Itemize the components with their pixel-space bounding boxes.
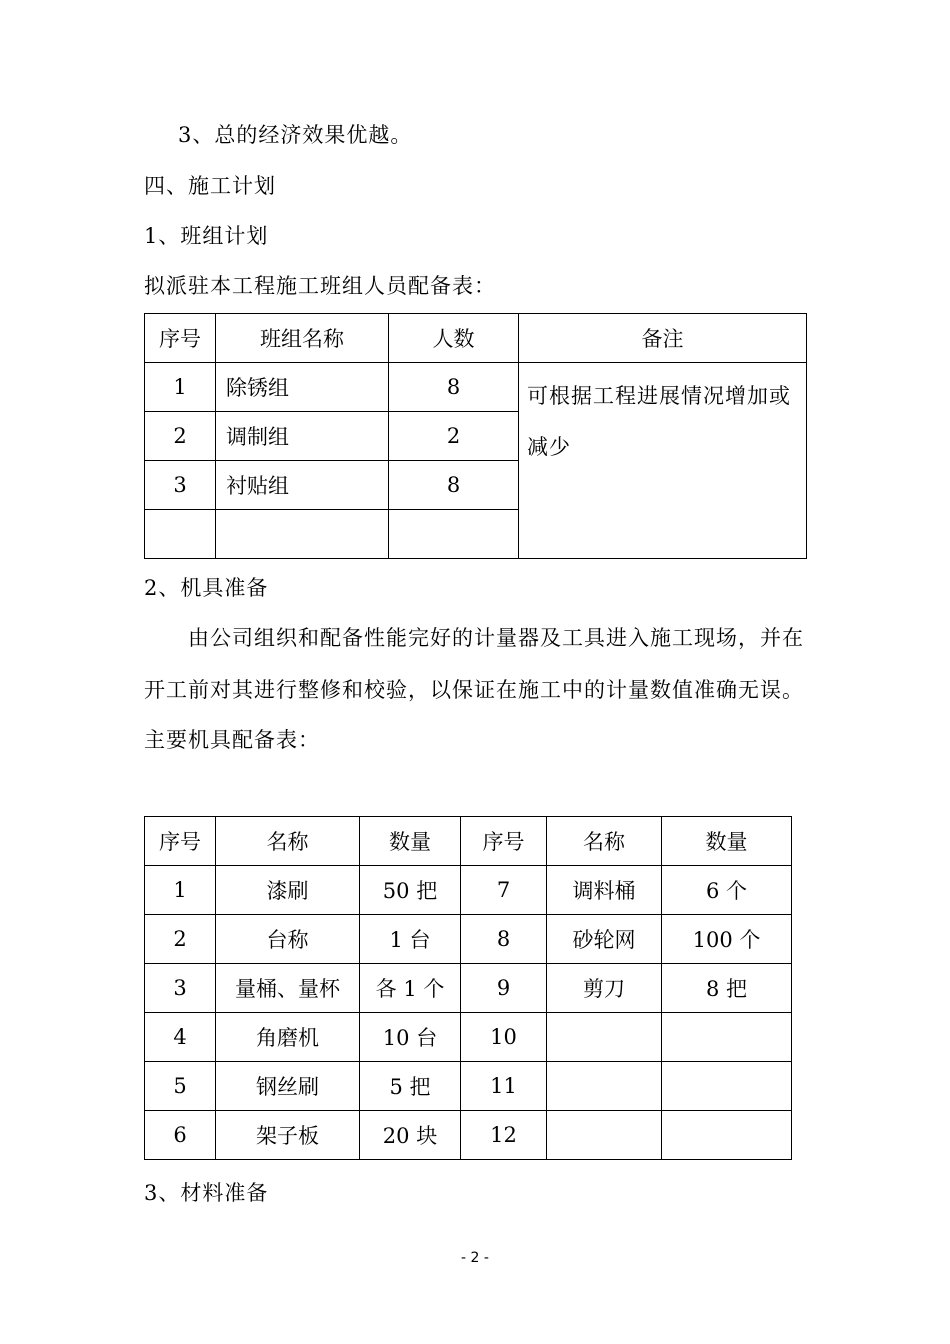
cell-no: 1 (145, 363, 216, 412)
cell-qty: 8 把 (662, 964, 792, 1013)
cell-no: 5 (145, 1062, 216, 1111)
paragraph-tools-line-1: 由公司组织和配备性能完好的计量器及工具进入施工现场，并在 (188, 626, 804, 650)
cell-qty: 10 台 (360, 1013, 461, 1062)
cell-team-name (216, 510, 389, 559)
paragraph-tools-line-2: 开工前对其进行整修和校验，以保证在施工中的计量数值准确无误。 (144, 678, 804, 702)
header-cell: 备注 (519, 314, 807, 363)
table-row (145, 915, 792, 964)
cell-no: 1 (145, 866, 216, 915)
table-row (145, 964, 792, 1013)
cell-name: 调料桶 (547, 866, 662, 915)
header-cell: 序号 (145, 314, 216, 363)
cell-qty: 6 个 (662, 866, 792, 915)
header-cell: 名称 (547, 817, 662, 866)
cell-name (547, 1111, 662, 1160)
cell-no: 6 (145, 1111, 216, 1160)
cell-no: 3 (145, 461, 216, 510)
cell-name (547, 1062, 662, 1111)
table-row (145, 363, 807, 412)
cell-name: 砂轮网 (547, 915, 662, 964)
paragraph-economic-benefit: 3、总的经济效果优越。 (178, 123, 413, 147)
cell-qty (662, 1111, 792, 1160)
section-heading-construction-plan: 四、施工计划 (144, 174, 276, 198)
cell-name: 角磨机 (216, 1013, 360, 1062)
cell-qty: 20 块 (360, 1111, 461, 1160)
subheading-team-plan: 1、班组计划 (144, 224, 269, 248)
header-cell: 序号 (461, 817, 547, 866)
table-row (145, 866, 792, 915)
cell-qty (662, 1062, 792, 1111)
cell-qty: 1 台 (360, 915, 461, 964)
cell-team-name: 除锈组 (216, 363, 389, 412)
cell-no: 8 (461, 915, 547, 964)
header-cell: 数量 (360, 817, 461, 866)
cell-note: 可根据工程进展情况增加或减少 (519, 363, 807, 559)
table-row (145, 1111, 792, 1160)
cell-name: 量桶、量杯 (216, 964, 360, 1013)
cell-no: 3 (145, 964, 216, 1013)
cell-team-name: 衬贴组 (216, 461, 389, 510)
team-table-caption: 拟派驻本工程施工班组人员配备表： (144, 274, 496, 298)
cell-no (145, 510, 216, 559)
cell-name: 钢丝刷 (216, 1062, 360, 1111)
cell-qty: 5 把 (360, 1062, 461, 1111)
cell-name: 剪刀 (547, 964, 662, 1013)
cell-no: 11 (461, 1062, 547, 1111)
header-cell: 序号 (145, 817, 216, 866)
table-row (145, 1062, 792, 1111)
cell-name: 架子板 (216, 1111, 360, 1160)
cell-team-name: 调制组 (216, 412, 389, 461)
subheading-tool-prep: 2、机具准备 (144, 576, 269, 600)
cell-no: 10 (461, 1013, 547, 1062)
subheading-material-prep: 3、材料准备 (144, 1181, 269, 1205)
header-cell: 人数 (389, 314, 519, 363)
cell-no: 2 (145, 412, 216, 461)
cell-qty (662, 1013, 792, 1062)
cell-no: 12 (461, 1111, 547, 1160)
cell-name: 漆刷 (216, 866, 360, 915)
table-row (145, 1013, 792, 1062)
cell-name (547, 1013, 662, 1062)
header-cell: 名称 (216, 817, 360, 866)
cell-no: 4 (145, 1013, 216, 1062)
cell-qty: 100 个 (662, 915, 792, 964)
tool-table-caption: 主要机具配备表： (144, 728, 320, 752)
cell-count: 8 (389, 461, 519, 510)
cell-count: 2 (389, 412, 519, 461)
team-table (144, 313, 807, 559)
header-cell: 数量 (662, 817, 792, 866)
cell-no: 2 (145, 915, 216, 964)
page-number: - 2 - (461, 1250, 489, 1266)
cell-qty: 各 1 个 (360, 964, 461, 1013)
cell-name: 台称 (216, 915, 360, 964)
cell-no: 9 (461, 964, 547, 1013)
header-cell: 班组名称 (216, 314, 389, 363)
cell-count: 8 (389, 363, 519, 412)
cell-qty: 50 把 (360, 866, 461, 915)
cell-no: 7 (461, 866, 547, 915)
tool-table-header (145, 817, 792, 866)
tool-table (144, 816, 792, 1160)
team-table-header (145, 314, 807, 363)
cell-count (389, 510, 519, 559)
